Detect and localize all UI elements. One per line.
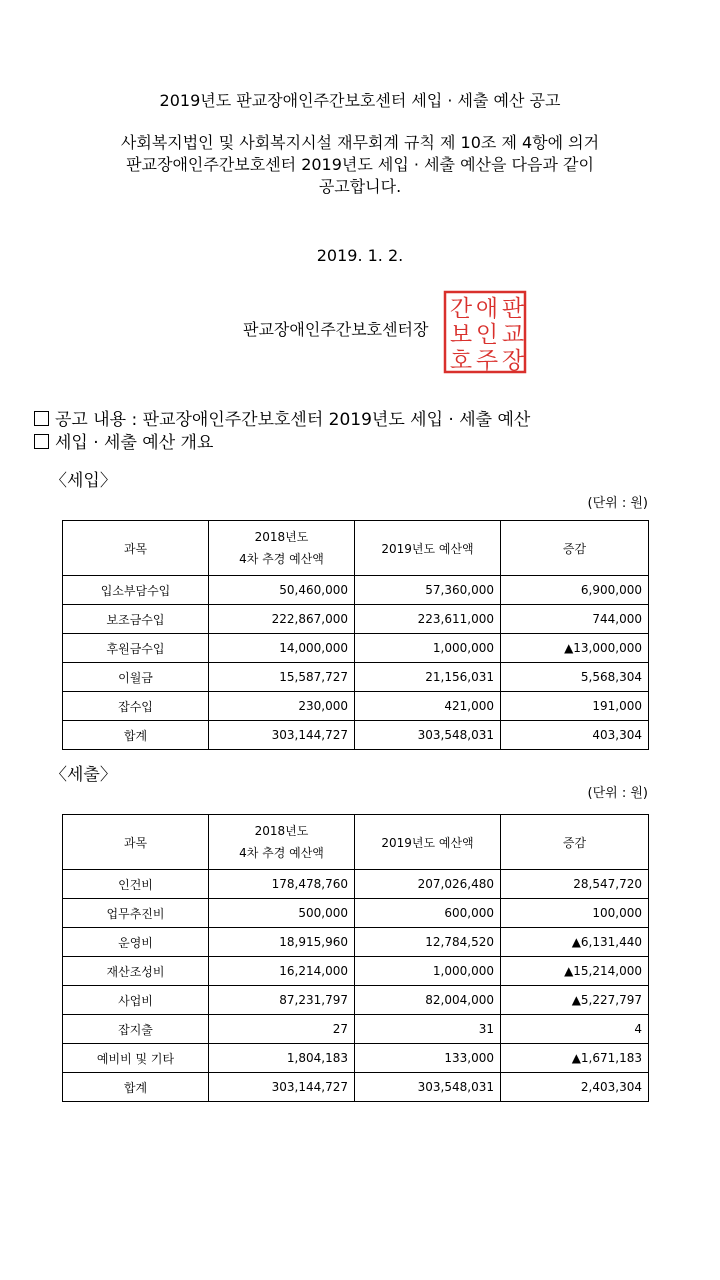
row-item-cell: 후원금수입 — [63, 634, 209, 663]
seal-character: 애 — [475, 296, 499, 322]
header-item: 과목 — [63, 521, 209, 576]
row-change-cell: 6,900,000 — [501, 576, 649, 605]
row-change-cell: 100,000 — [501, 899, 649, 928]
row-prev-cell: 303,144,727 — [209, 721, 355, 750]
row-current-cell: 1,000,000 — [355, 634, 501, 663]
row-prev-cell: 14,000,000 — [209, 634, 355, 663]
seal-character: 간 — [449, 296, 473, 322]
row-prev-cell: 50,460,000 — [209, 576, 355, 605]
row-current-cell: 82,004,000 — [355, 986, 501, 1015]
row-current-cell: 421,000 — [355, 692, 501, 721]
intro-line-1: 사회복지법인 및 사회복지시설 재무회계 규칙 제 10조 제 4항에 의거 — [120, 133, 600, 152]
seal-character: 호 — [449, 348, 473, 374]
notice-content-text: 공고 내용 : 판교장애인주간보호센터 2019년도 세입 · 세출 예산 — [55, 410, 531, 430]
table-row — [63, 605, 649, 634]
row-item-cell: 합계 — [63, 1073, 209, 1102]
row-item-cell: 예비비 및 기타 — [63, 1044, 209, 1073]
header-prev-line1: 2018년도 — [254, 530, 309, 544]
row-change-cell: 28,547,720 — [501, 870, 649, 899]
table-row — [63, 928, 649, 957]
row-item-cell: 보조금수입 — [63, 605, 209, 634]
row-item-cell: 인건비 — [63, 870, 209, 899]
header-prev-budget — [209, 521, 355, 576]
table-row — [63, 899, 649, 928]
notice-title: 2019년도 판교장애인주간보호센터 세입 · 세출 예산 공고 — [159, 91, 561, 110]
row-current-cell: 133,000 — [355, 1044, 501, 1073]
intro-line-2: 판교장애인주간보호센터 2019년도 세입 · 세출 예산을 다음과 같이 — [126, 155, 594, 174]
row-item-cell: 운영비 — [63, 928, 209, 957]
seal-character: 장 — [501, 348, 525, 374]
row-prev-cell: 230,000 — [209, 692, 355, 721]
row-item-cell: 입소부담수입 — [63, 576, 209, 605]
income-table-body — [63, 576, 649, 750]
table-row — [63, 1015, 649, 1044]
row-change-cell: ▲1,671,183 — [501, 1044, 649, 1073]
expense-table-body — [63, 870, 649, 1102]
seal-character: 인 — [475, 322, 499, 348]
row-current-cell: 223,611,000 — [355, 605, 501, 634]
row-item-cell: 잡지출 — [63, 1015, 209, 1044]
row-change-cell: 191,000 — [501, 692, 649, 721]
table-row — [63, 721, 649, 750]
checkbox-square-icon — [34, 411, 49, 426]
header-prev-budget — [209, 815, 355, 870]
row-current-cell: 303,548,031 — [355, 1073, 501, 1102]
table-row — [63, 986, 649, 1015]
row-prev-cell: 87,231,797 — [209, 986, 355, 1015]
income-heading: 〈세입〉 — [50, 471, 117, 491]
row-item-cell: 합계 — [63, 721, 209, 750]
header-current-budget: 2019년도 예산액 — [355, 815, 501, 870]
table-row — [63, 1044, 649, 1073]
expense-heading: 〈세출〉 — [50, 765, 117, 785]
notice-date: 2019. 1. 2. — [316, 246, 404, 265]
header-change: 증감 — [501, 521, 649, 576]
header-change: 증감 — [501, 815, 649, 870]
intro-line-3: 공고합니다. — [318, 177, 402, 196]
row-current-cell: 12,784,520 — [355, 928, 501, 957]
overview-text: 세입 · 세출 예산 개요 — [55, 433, 214, 453]
table-row — [63, 634, 649, 663]
row-prev-cell: 15,587,727 — [209, 663, 355, 692]
row-change-cell: 2,403,304 — [501, 1073, 649, 1102]
row-item-cell: 잡수입 — [63, 692, 209, 721]
row-current-cell: 600,000 — [355, 899, 501, 928]
row-current-cell: 1,000,000 — [355, 957, 501, 986]
expense-table — [62, 814, 649, 1102]
row-change-cell: ▲5,227,797 — [501, 986, 649, 1015]
seal-character: 주 — [475, 348, 499, 374]
expense-unit-label: (단위 : 원) — [587, 786, 648, 801]
income-header-row — [63, 521, 649, 576]
row-change-cell: ▲15,214,000 — [501, 957, 649, 986]
row-current-cell: 31 — [355, 1015, 501, 1044]
row-current-cell: 21,156,031 — [355, 663, 501, 692]
row-change-cell: 5,568,304 — [501, 663, 649, 692]
notice-content-line — [34, 405, 530, 430]
row-change-cell: ▲6,131,440 — [501, 928, 649, 957]
notice-intro — [0, 132, 720, 198]
table-row — [63, 957, 649, 986]
row-item-cell: 업무추진비 — [63, 899, 209, 928]
row-change-cell: 4 — [501, 1015, 649, 1044]
row-prev-cell: 18,915,960 — [209, 928, 355, 957]
row-current-cell: 303,548,031 — [355, 721, 501, 750]
row-prev-cell: 1,804,183 — [209, 1044, 355, 1073]
seal-character: 교 — [501, 322, 525, 348]
row-item-cell: 사업비 — [63, 986, 209, 1015]
table-row — [63, 1073, 649, 1102]
row-item-cell: 재산조성비 — [63, 957, 209, 986]
header-prev-line2: 4차 추경 예산액 — [239, 846, 324, 860]
row-prev-cell: 303,144,727 — [209, 1073, 355, 1102]
table-row — [63, 663, 649, 692]
row-change-cell: 744,000 — [501, 605, 649, 634]
table-row — [63, 576, 649, 605]
row-current-cell: 57,360,000 — [355, 576, 501, 605]
seal-character: 판 — [501, 296, 525, 322]
row-prev-cell: 16,214,000 — [209, 957, 355, 986]
income-table — [62, 520, 649, 750]
expense-header-row — [63, 815, 649, 870]
table-row — [63, 692, 649, 721]
overview-line — [34, 428, 213, 453]
organization-name: 판교장애인주간보호센터장 — [243, 320, 429, 339]
row-prev-cell: 178,478,760 — [209, 870, 355, 899]
row-item-cell: 이월금 — [63, 663, 209, 692]
seal-character: 보 — [449, 322, 473, 348]
official-seal-stamp — [443, 290, 527, 374]
row-prev-cell: 27 — [209, 1015, 355, 1044]
header-current-budget: 2019년도 예산액 — [355, 521, 501, 576]
income-unit-label: (단위 : 원) — [587, 496, 648, 511]
table-row — [63, 870, 649, 899]
row-change-cell: 403,304 — [501, 721, 649, 750]
row-current-cell: 207,026,480 — [355, 870, 501, 899]
header-prev-line2: 4차 추경 예산액 — [239, 552, 324, 566]
header-prev-line1: 2018년도 — [254, 824, 309, 838]
row-prev-cell: 222,867,000 — [209, 605, 355, 634]
checkbox-square-icon — [34, 434, 49, 449]
row-change-cell: ▲13,000,000 — [501, 634, 649, 663]
row-prev-cell: 500,000 — [209, 899, 355, 928]
header-item: 과목 — [63, 815, 209, 870]
